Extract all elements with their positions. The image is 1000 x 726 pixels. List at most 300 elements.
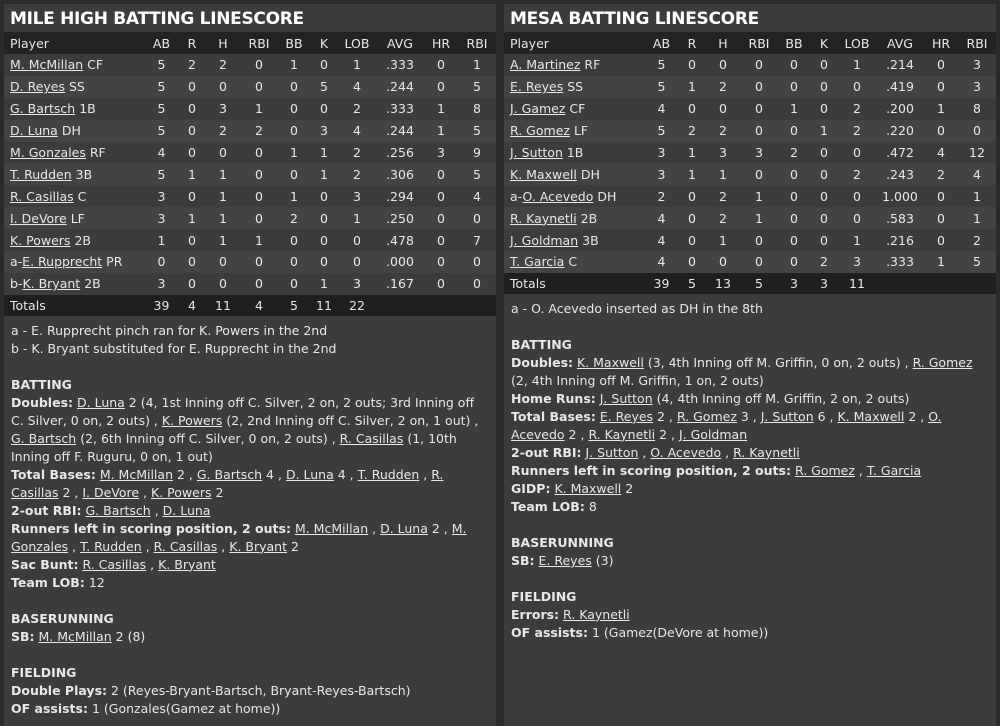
- stat-cell: 1: [320, 276, 328, 292]
- player-link[interactable]: I. DeVore: [82, 484, 140, 500]
- stat-cell: 3: [755, 145, 763, 160]
- stat-cell: 1: [290, 145, 298, 160]
- stat-cell: 1: [973, 188, 981, 204]
- player-link[interactable]: K. Maxwell: [554, 480, 622, 496]
- player-link[interactable]: G. Bartsch: [10, 101, 76, 117]
- stat-cell: 0: [838, 76, 876, 98]
- gidp-label: GIDP:: [511, 480, 551, 496]
- away-linescore-panel: [504, 4, 996, 726]
- stat-cell: 0: [688, 57, 696, 73]
- stat-detail-text: [586, 445, 800, 460]
- player-link[interactable]: G. Bartsch: [85, 502, 151, 518]
- note-line: b - K. Bryant substituted for E. Rupprecht in the 2nd: [11, 340, 337, 356]
- stat-cell: 0: [820, 188, 828, 204]
- stat-cell: 5: [458, 120, 496, 142]
- player-link[interactable]: R. Gomez: [676, 408, 737, 424]
- player-link[interactable]: M. McMillan: [99, 466, 173, 482]
- double-plays-value: 2 (Reyes-Bryant-Bartsch, Bryant-Reyes-Bartsch): [111, 682, 411, 698]
- detail-text: 2: [211, 484, 224, 500]
- stat-cell: .333: [876, 251, 924, 273]
- player-link[interactable]: J. Goldman: [678, 426, 748, 442]
- stat-cell: 0: [790, 188, 798, 204]
- detail-text: 2 ,: [655, 426, 679, 442]
- stat-cell: .478: [386, 232, 414, 248]
- player-position: C: [77, 188, 87, 204]
- stat-cell: 5: [958, 251, 996, 273]
- player-link[interactable]: O. Acevedo: [522, 188, 594, 204]
- player-cell: [504, 142, 645, 164]
- stat-cell: 0: [255, 57, 263, 73]
- stat-cell: 5: [657, 57, 666, 73]
- stat-cell: .167: [386, 276, 414, 292]
- stat-cell: 0: [240, 251, 278, 273]
- player-link[interactable]: R. Kaynetli: [588, 426, 656, 442]
- player-link[interactable]: E. Rupprecht: [22, 254, 103, 270]
- stat-cell: 1: [719, 232, 727, 248]
- player-position: DH: [597, 188, 617, 204]
- two-out-rbi-label: 2-out RBI:: [11, 502, 82, 518]
- stat-cell: 4: [473, 188, 481, 204]
- stat-cell: .294: [386, 188, 414, 204]
- stat-detail-text: [539, 553, 614, 568]
- player-link[interactable]: R. Gomez: [794, 462, 855, 478]
- two-out-rbi-line: [511, 444, 989, 462]
- player-cell: [4, 76, 145, 98]
- detail-text: ,: [68, 538, 81, 554]
- stat-cell: 0: [424, 76, 458, 98]
- stat-cell: 1: [290, 188, 298, 204]
- stat-cell: 0: [424, 207, 458, 229]
- player-link[interactable]: M. Gonzales: [11, 520, 467, 554]
- table-row: [4, 54, 496, 76]
- stat-cell: 2: [706, 207, 740, 229]
- player-link[interactable]: O. Acevedo: [511, 408, 942, 442]
- player-link[interactable]: K. Powers: [10, 232, 71, 248]
- player-link[interactable]: O. Acevedo: [650, 444, 722, 460]
- stat-cell: 0: [937, 57, 945, 73]
- table-row: [4, 273, 496, 295]
- player-cell: [4, 120, 145, 142]
- stat-cell: 0: [740, 120, 778, 142]
- player-link[interactable]: M. McMillan: [10, 57, 84, 73]
- stat-cell: 0: [219, 276, 227, 292]
- stat-cell: 1: [219, 188, 227, 204]
- stat-detail-text: [554, 481, 633, 496]
- stat-cell: 2: [219, 57, 227, 73]
- player-link[interactable]: M. McMillan: [38, 628, 112, 644]
- of-assists-value: 1 (Gonzales(Gamez at home)): [91, 700, 281, 716]
- player-link[interactable]: D. Luna: [10, 123, 58, 139]
- stat-cell: 3: [145, 207, 178, 229]
- stat-cell: 0: [755, 232, 763, 248]
- stat-cell: 8: [973, 101, 981, 117]
- player-link[interactable]: G. Bartsch: [11, 430, 77, 446]
- player-cell: [504, 185, 645, 207]
- player-link[interactable]: R. Gomez: [912, 354, 973, 370]
- stolen-bases-line: [11, 628, 489, 646]
- stat-cell: 1: [473, 57, 481, 73]
- totals-cell: [876, 273, 924, 294]
- stat-cell: 0: [437, 276, 445, 292]
- player-position: RF: [584, 57, 601, 73]
- stat-cell: 3: [645, 163, 678, 185]
- stat-cell: 1: [157, 232, 166, 248]
- player-link[interactable]: D. Luna: [162, 502, 211, 518]
- totals-cell: [958, 273, 996, 294]
- col-header-rbi: RBI: [740, 32, 778, 54]
- col-header-bb: BB: [778, 32, 810, 54]
- stat-cell: 0: [178, 120, 206, 142]
- stat-cell: 2: [838, 163, 876, 185]
- stat-detail-text: [795, 463, 921, 478]
- player-position: DH: [580, 166, 600, 182]
- player-link[interactable]: M. McMillan: [294, 520, 369, 536]
- stat-cell: 5: [157, 101, 166, 117]
- stat-cell: 0: [188, 101, 196, 117]
- player-link[interactable]: R. Casillas: [339, 430, 404, 446]
- col-header-k: K: [310, 32, 338, 54]
- player-link[interactable]: T. Garcia: [866, 462, 922, 478]
- stat-cell: 0: [820, 101, 828, 117]
- home-linescore-panel: [4, 4, 496, 726]
- stat-cell: 0: [437, 232, 445, 248]
- stat-cell: 0: [678, 251, 706, 273]
- stat-cell: 0: [320, 101, 328, 117]
- table-row: [504, 120, 996, 142]
- player-link[interactable]: I. DeVore: [10, 210, 67, 226]
- stat-cell: 1: [937, 101, 945, 117]
- detail-text: 2: [621, 480, 634, 496]
- stat-cell: 1: [178, 163, 206, 185]
- player-position: SS: [68, 79, 85, 95]
- stat-cell: 0: [206, 251, 240, 273]
- stat-cell: 2: [810, 251, 838, 273]
- player-cell: [4, 98, 145, 120]
- player-link[interactable]: J. Sutton: [599, 390, 653, 406]
- col-header-ab: AB: [645, 32, 678, 54]
- stat-cell: 1: [353, 57, 361, 73]
- home-batting-table: [4, 32, 496, 316]
- detail-text: 6 ,: [813, 408, 838, 424]
- stat-cell: 2: [853, 101, 861, 117]
- player-link[interactable]: J. Goldman: [510, 232, 579, 248]
- stat-cell: 0: [178, 251, 206, 273]
- table-row: [504, 207, 996, 229]
- detail-text: (3, 4th Inning off M. Griffin, 0 on, 2 outs) ,: [643, 354, 913, 370]
- totals-cell: [424, 295, 458, 316]
- stat-cell: 0: [320, 232, 328, 248]
- player-position: 2B: [580, 210, 598, 226]
- stat-detail-text: [600, 391, 910, 406]
- player-link[interactable]: D. Reyes: [10, 79, 65, 95]
- team-lob-label: Team LOB:: [511, 498, 585, 514]
- totals-cell: 13: [706, 273, 740, 294]
- of-assists-label: OF assists:: [511, 624, 588, 640]
- player-cell: [504, 207, 645, 229]
- player-link[interactable]: K. Maxwell: [837, 408, 905, 424]
- team-lob-line: [511, 498, 989, 516]
- stat-cell: 0: [290, 232, 298, 248]
- detail-text: ,: [146, 556, 159, 572]
- stat-cell: 1: [678, 163, 706, 185]
- player-link[interactable]: G. Bartsch: [196, 466, 263, 482]
- player-link[interactable]: K. Powers: [161, 412, 223, 428]
- home-runs-label: Home Runs:: [511, 390, 596, 406]
- player-position: LF: [70, 210, 85, 226]
- stat-cell: 0: [290, 276, 298, 292]
- stat-cell: 0: [853, 145, 861, 160]
- player-link[interactable]: T. Garcia: [510, 254, 565, 270]
- col-header-k: K: [810, 32, 838, 54]
- stat-cell: 0: [188, 232, 196, 248]
- stat-cell: 5: [310, 76, 338, 98]
- player-link[interactable]: R. Casillas: [10, 188, 74, 204]
- batting-heading: BATTING: [511, 336, 572, 352]
- player-cell: [504, 54, 645, 76]
- stat-cell: 0: [958, 120, 996, 142]
- col-header-avg: AVG: [376, 32, 424, 54]
- stolen-bases-line: [511, 552, 989, 570]
- stat-cell: 2: [657, 188, 666, 204]
- stat-cell: 0: [240, 76, 278, 98]
- stat-cell: 1: [706, 163, 740, 185]
- team-lob-line: [11, 574, 489, 592]
- stat-cell: 12: [969, 145, 985, 160]
- stat-cell: 0: [255, 276, 263, 292]
- sac-bunt-label: Sac Bunt:: [11, 556, 79, 572]
- stat-cell: 3: [657, 145, 666, 160]
- player-link[interactable]: R. Kaynetli: [510, 210, 577, 226]
- player-cell: [4, 54, 145, 76]
- stat-cell: .250: [376, 207, 424, 229]
- home-runs-line: [511, 390, 989, 408]
- player-link[interactable]: T. Rudden: [357, 466, 420, 482]
- player-link[interactable]: R. Kaynetli: [733, 444, 800, 460]
- baserunning-heading: BASERUNNING: [11, 610, 114, 626]
- player-link[interactable]: E. Reyes: [538, 552, 592, 568]
- fielding-heading: FIELDING: [511, 588, 577, 604]
- stat-cell: 0: [437, 57, 445, 73]
- home-baserunning-section: [4, 610, 496, 646]
- stat-detail-text: [82, 557, 215, 572]
- player-link[interactable]: T. Rudden: [10, 166, 72, 182]
- stat-cell: 1: [290, 57, 298, 73]
- stat-cell: 0: [719, 57, 727, 73]
- stat-cell: 5: [145, 76, 178, 98]
- note-line: a - O. Acevedo inserted as DH in the 8th: [511, 300, 763, 316]
- player-link[interactable]: E. Reyes: [599, 408, 654, 424]
- table-row: [4, 185, 496, 207]
- stat-cell: 4: [657, 232, 666, 248]
- stat-cell: 4: [958, 163, 996, 185]
- detail-text: 2 ,: [564, 426, 589, 442]
- gidp-line: [511, 480, 989, 498]
- stat-cell: 0: [458, 251, 496, 273]
- home-batting-section: [4, 376, 496, 592]
- player-link[interactable]: D. Luna: [380, 520, 428, 536]
- totals-cell: [376, 295, 424, 316]
- stat-cell: 0: [924, 207, 958, 229]
- of-assists-label: OF assists:: [11, 700, 88, 716]
- player-link[interactable]: R. Casillas: [82, 556, 147, 572]
- player-link[interactable]: R. Kaynetli: [563, 606, 630, 622]
- detail-text: ,: [141, 538, 154, 554]
- col-header-player: Player: [504, 32, 645, 54]
- team-lob-label: Team LOB:: [11, 574, 85, 590]
- stat-cell: 1: [320, 145, 328, 160]
- player-link[interactable]: J. Sutton: [760, 408, 814, 424]
- player-position: 2B: [84, 276, 101, 292]
- team-lob-value: 8: [588, 498, 597, 514]
- player-link[interactable]: R. Casillas: [153, 538, 218, 554]
- away-baserunning-section: [504, 534, 996, 570]
- stat-cell: 1: [219, 232, 227, 248]
- stat-cell: 2: [706, 120, 740, 142]
- stat-cell: 2: [240, 120, 278, 142]
- sac-bunt-line: [11, 556, 489, 574]
- player-link[interactable]: K. Bryant: [158, 556, 216, 572]
- stat-cell: 0: [278, 163, 310, 185]
- detail-text: ,: [721, 444, 734, 460]
- player-link[interactable]: J. Sutton: [510, 145, 563, 160]
- detail-text: ,: [217, 538, 230, 554]
- player-link[interactable]: A. Martinez: [510, 57, 581, 73]
- player-link[interactable]: M. Gonzales: [10, 145, 86, 160]
- fielding-heading: FIELDING: [11, 664, 77, 680]
- totals-cell: 5: [278, 295, 310, 316]
- stat-cell: 0: [740, 251, 778, 273]
- stat-cell: 1: [424, 120, 458, 142]
- table-row: [504, 229, 996, 251]
- player-link[interactable]: K. Powers: [151, 484, 212, 500]
- stat-cell: 3: [157, 276, 166, 292]
- note-line: a - E. Rupprecht pinch ran for K. Powers in the 2nd: [11, 322, 328, 338]
- player-link[interactable]: D. Luna: [285, 466, 334, 482]
- stat-cell: 0: [924, 120, 958, 142]
- stat-cell: 0: [820, 232, 828, 248]
- player-cell: [504, 251, 645, 273]
- away-linescore-title: MESA BATTING LINESCORE: [510, 9, 759, 29]
- table-row: [504, 163, 996, 185]
- risp-label: Runners left in scoring position, 2 outs:: [511, 462, 791, 478]
- stat-cell: 4: [645, 251, 678, 273]
- stat-cell: 0: [838, 207, 876, 229]
- player-position: 2B: [74, 232, 91, 248]
- home-linescore-title: MILE HIGH BATTING LINESCORE: [10, 9, 304, 29]
- stat-cell: 1: [678, 76, 706, 98]
- player-link[interactable]: K. Bryant: [22, 276, 81, 292]
- stat-cell: 5: [145, 120, 178, 142]
- player-link[interactable]: D. Luna: [77, 394, 125, 410]
- stat-cell: 3: [353, 276, 361, 292]
- stat-cell: 0: [219, 145, 227, 160]
- stat-cell: .306: [376, 163, 424, 185]
- home-substitution-notes: [4, 316, 496, 358]
- stat-cell: 0: [353, 232, 361, 248]
- detail-text: 4 ,: [262, 466, 286, 482]
- stat-cell: 1: [310, 163, 338, 185]
- col-header-bb: BB: [278, 32, 310, 54]
- stat-cell: 3: [219, 101, 227, 117]
- totals-row: [504, 273, 996, 294]
- stat-cell: 0: [778, 120, 810, 142]
- stat-cell: 5: [145, 163, 178, 185]
- stat-cell: 3: [838, 251, 876, 273]
- stat-cell: 0: [338, 251, 376, 273]
- stat-cell: 0: [310, 251, 338, 273]
- stat-cell: 0: [810, 163, 838, 185]
- stat-cell: .244: [376, 120, 424, 142]
- stat-detail-text: [11, 395, 478, 464]
- player-link[interactable]: K. Maxwell: [577, 354, 644, 370]
- stat-cell: 2: [353, 145, 361, 160]
- player-link[interactable]: J. Sutton: [585, 444, 639, 460]
- player-cell: [4, 273, 145, 295]
- col-header-h: H: [206, 32, 240, 54]
- detail-text: (2, 6th Inning off C. Silver, 0 on, 2 outs) ,: [76, 430, 340, 446]
- player-link[interactable]: E. Reyes: [510, 79, 564, 95]
- detail-text: (3): [591, 552, 614, 568]
- away-batting-section: [504, 336, 996, 516]
- totals-cell: 5: [678, 273, 706, 294]
- stat-cell: .220: [876, 120, 924, 142]
- player-position: 3B: [75, 166, 93, 182]
- stat-cell: 0: [278, 120, 310, 142]
- player-link[interactable]: J. Gamez: [510, 101, 566, 117]
- stat-cell: 0: [240, 207, 278, 229]
- stat-cell: 3: [157, 188, 166, 204]
- player-link[interactable]: T. Rudden: [80, 538, 142, 554]
- double-plays-label: Double Plays:: [11, 682, 108, 698]
- player-link[interactable]: K. Bryant: [229, 538, 287, 554]
- col-header-season-rbi: RBI: [958, 32, 996, 54]
- player-position: DH: [61, 123, 81, 139]
- stat-cell: 5: [645, 120, 678, 142]
- player-link[interactable]: R. Gomez: [510, 123, 570, 139]
- detail-text: ,: [139, 484, 152, 500]
- stat-cell: 1.000: [882, 188, 918, 204]
- stat-cell: 0: [278, 251, 310, 273]
- player-cell: [4, 229, 145, 251]
- detail-text: ,: [638, 444, 651, 460]
- stat-cell: 5: [458, 163, 496, 185]
- col-header-r: R: [678, 32, 706, 54]
- player-link[interactable]: R. Casillas: [11, 466, 444, 500]
- stat-cell: 0: [688, 101, 696, 117]
- stat-cell: 4: [645, 207, 678, 229]
- sub-prefix: b-: [10, 276, 23, 292]
- totals-cell: 4: [178, 295, 206, 316]
- table-row: [4, 142, 496, 164]
- table-row: [4, 229, 496, 251]
- stat-cell: 1: [206, 163, 240, 185]
- detail-text: ,: [854, 462, 867, 478]
- stat-cell: 0: [320, 57, 328, 73]
- stat-cell: 0: [206, 76, 240, 98]
- team-lob-value: 12: [88, 574, 105, 590]
- sb-label: SB:: [511, 552, 535, 568]
- totals-cell: 39: [145, 295, 178, 316]
- stat-cell: 0: [755, 101, 763, 117]
- stat-cell: 3: [437, 145, 445, 160]
- stat-cell: 0: [937, 188, 945, 204]
- stat-cell: .200: [886, 101, 914, 117]
- stat-cell: 2: [790, 145, 798, 160]
- player-link[interactable]: K. Maxwell: [510, 166, 577, 182]
- stat-cell: 0: [790, 232, 798, 248]
- detail-text: 2 ,: [653, 408, 677, 424]
- stat-cell: 3: [353, 188, 361, 204]
